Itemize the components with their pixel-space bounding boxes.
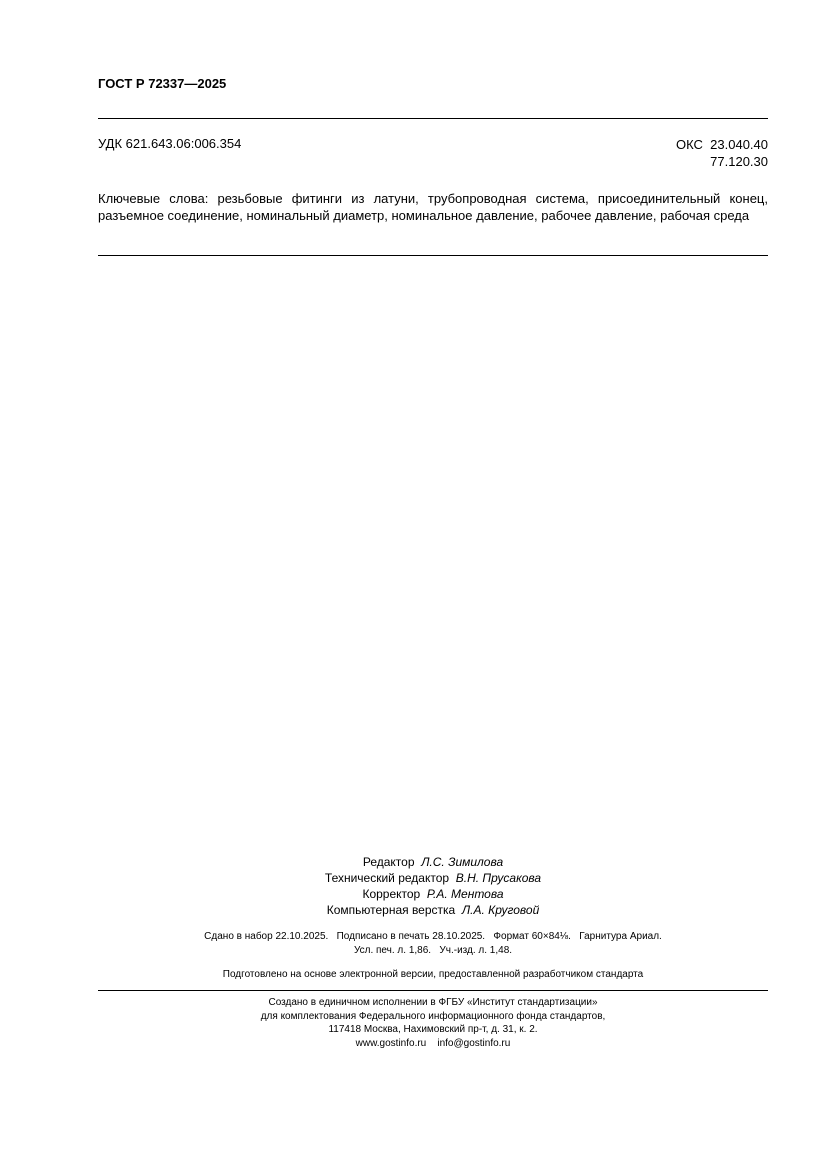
oks-codes — [676, 136, 768, 170]
credit-line — [98, 870, 768, 886]
publisher-line: для комплектования Федерального информационного фонда стандартов, — [260, 1010, 606, 1022]
credit-role: Редактор — [362, 855, 415, 869]
oks-code: 23.040.40 — [710, 137, 768, 152]
publisher-line: 117418 Москва, Нахимовский пр-т, д. 31, к. 2. — [328, 1024, 538, 1035]
credit-line — [98, 902, 768, 918]
credits-block — [98, 854, 768, 918]
credit-line — [98, 886, 768, 902]
credit-name: В.Н. Прусакова — [455, 871, 542, 885]
keywords-paragraph: Ключевые слова: резьбовые фитинги из латуни, трубопроводная система, присоединительный конец, разъемное соединение, номинальный диаметр, номинальное давление, рабочее давление, рабочая среда — [98, 191, 768, 223]
standard-number: ГОСТ Р 72337—2025 — [98, 76, 227, 91]
print-info-line: Сдано в набор 22.10.2025. Подписано в печать 28.10.2025. Формат 60×84⅛. Гарнитура Ариал. — [204, 931, 662, 942]
credit-role: Компьютерная верстка — [326, 903, 456, 917]
oks-label: ОКС — [675, 137, 703, 152]
oks-code: 77.120.30 — [710, 154, 768, 169]
keywords-divider — [98, 255, 768, 256]
credit-role: Технический редактор — [324, 871, 450, 885]
credit-name: Л.С. Зимилова — [421, 855, 504, 869]
credit-name: Л.А. Круговой — [461, 903, 540, 917]
publisher-contacts: www.gostinfo.ru info@gostinfo.ru — [355, 1037, 511, 1049]
publisher-block — [98, 996, 768, 1050]
credit-name: Р.А. Ментова — [426, 887, 504, 901]
print-info-line: Усл. печ. л. 1,86. Уч.-изд. л. 1,48. — [353, 945, 513, 956]
credit-line — [98, 854, 768, 870]
credit-role: Корректор — [362, 887, 421, 901]
print-info — [98, 930, 768, 958]
publisher-line: Создано в единичном исполнении в ФГБУ «Институт стандартизации» — [268, 997, 598, 1008]
bottom-divider — [98, 990, 768, 991]
udk-code: УДК 621.643.06:006.354 — [98, 136, 242, 151]
prepared-note: Подготовлено на основе электронной версии, предоставленной разработчиком стандарта — [222, 969, 644, 980]
top-divider — [98, 118, 768, 119]
